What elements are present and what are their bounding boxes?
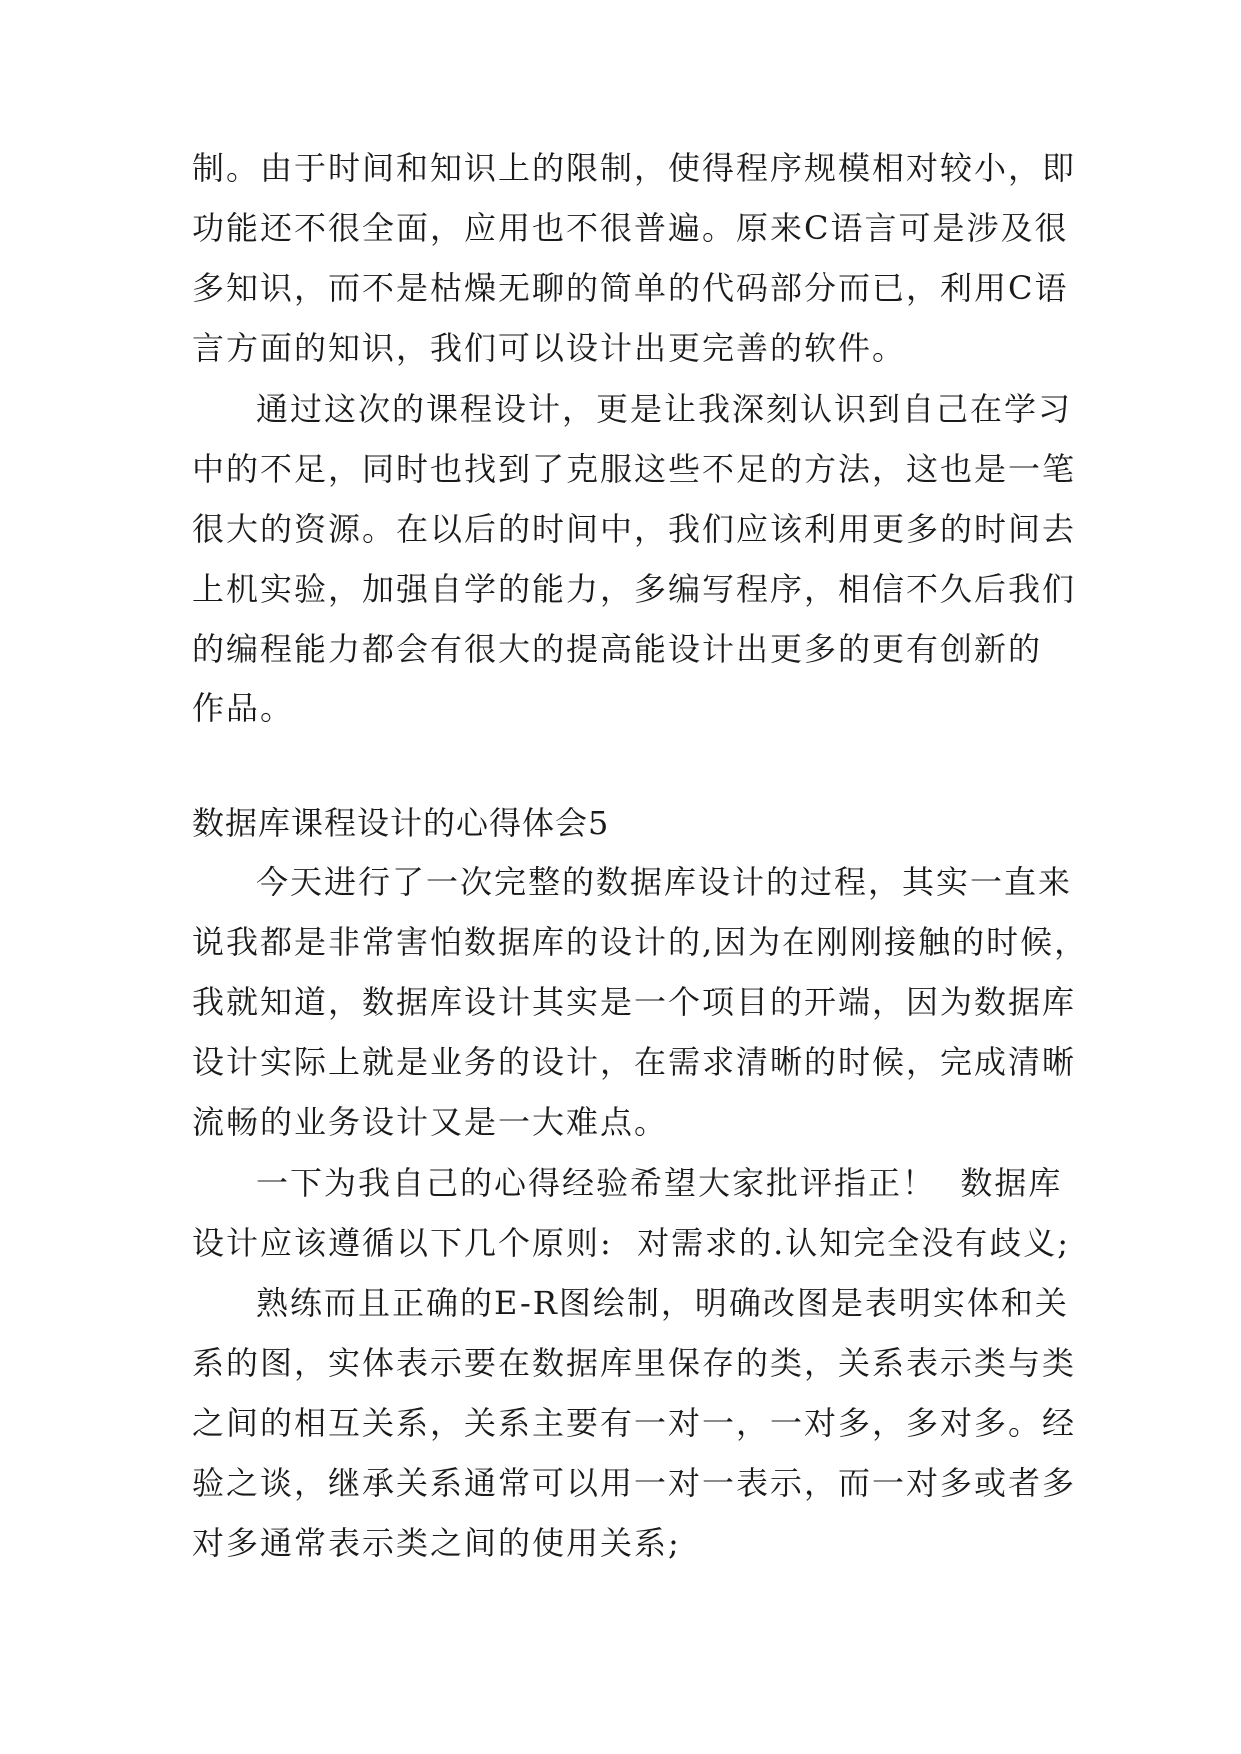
paragraph-line: 说我都是非常害怕数据库的设计的,因为在刚刚接触的时候，: [192, 923, 1089, 961]
paragraph-line: 我就知道，数据库设计其实是一个项目的开端，因为数据库: [192, 983, 1077, 1021]
section-title: 数据库课程设计的心得体会5: [192, 804, 610, 842]
paragraph-line: 设计实际上就是业务的设计，在需求清晰的时候，完成清晰: [192, 1043, 1077, 1081]
paragraph-line: 的编程能力都会有很大的提高能设计出更多的更有创新的: [192, 630, 1043, 668]
paragraph-line: 多知识，而不是枯燥无聊的简单的代码部分而已，利用C语: [192, 269, 1069, 307]
paragraph-line: 制。由于时间和知识上的限制，使得程序规模相对较小，即: [192, 149, 1077, 187]
paragraph-line: 中的不足，同时也找到了克服这些不足的方法，这也是一笔: [192, 450, 1077, 488]
paragraph-line: 作品。: [192, 689, 295, 727]
paragraph-line: 上机实验，加强自学的能力，多编写程序，相信不久后我们: [192, 570, 1077, 608]
paragraph-line: 言方面的知识，我们可以设计出更完善的软件。: [192, 329, 907, 367]
paragraph-line: 很大的资源。在以后的时间中，我们应该利用更多的时间去: [192, 510, 1077, 548]
paragraph-line: 系的图，实体表示要在数据库里保存的类，关系表示类与类: [192, 1344, 1077, 1382]
paragraph-line: 验之谈，继承关系通常可以用一对一表示，而一对多或者多: [192, 1464, 1077, 1502]
paragraph-line: 一下为我自己的心得经验希望大家批评指正！ 数据库: [256, 1164, 1063, 1202]
paragraph-line: 流畅的业务设计又是一大难点。: [192, 1103, 669, 1141]
paragraph-line: 对多通常表示类之间的使用关系;: [192, 1524, 681, 1562]
paragraph-line: 熟练而且正确的E-R图绘制，明确改图是表明实体和关: [256, 1284, 1069, 1322]
paragraph-line: 功能还不很全面，应用也不很普遍。原来C语言可是涉及很: [192, 209, 1069, 247]
paragraph-line: 今天进行了一次完整的数据库设计的过程，其实一直来: [256, 863, 1073, 901]
paragraph-line: 设计应该遵循以下几个原则: 对需求的.认知完全没有歧义;: [192, 1224, 1071, 1262]
paragraph-line: 之间的相互关系，关系主要有一对一，一对多，多对多。经: [192, 1404, 1077, 1442]
paragraph-line: 通过这次的课程设计，更是让我深刻认识到自己在学习: [256, 390, 1073, 428]
